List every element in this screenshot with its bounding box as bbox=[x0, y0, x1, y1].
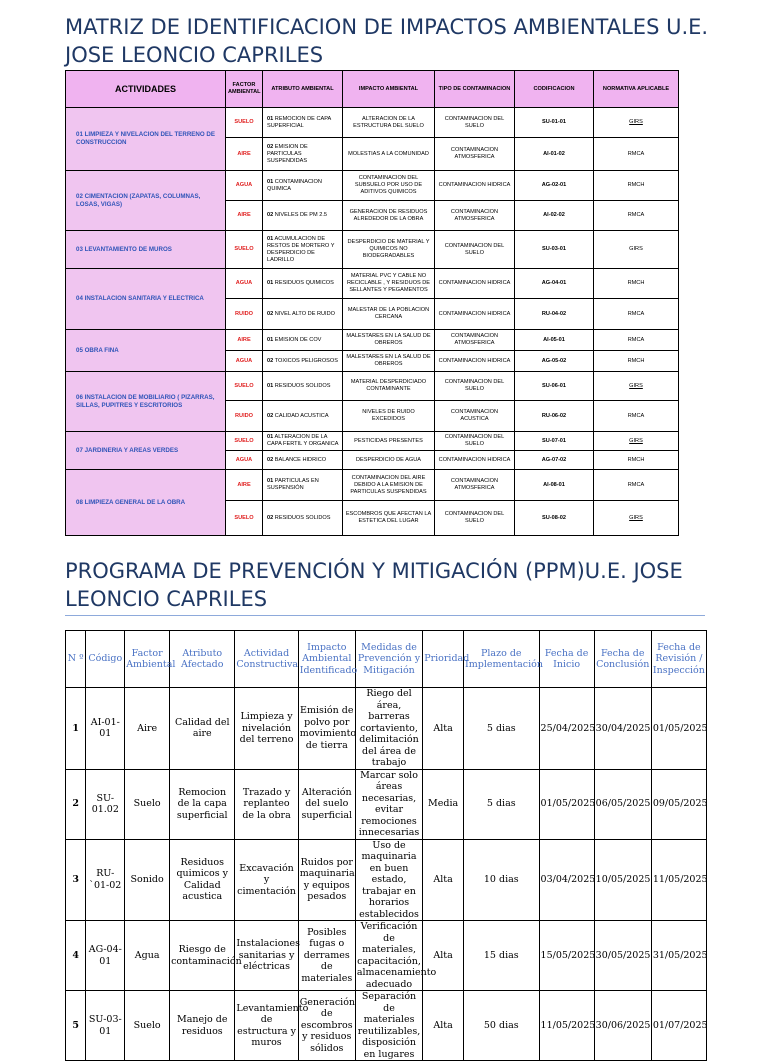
attribute-cell bbox=[263, 401, 343, 432]
ppm-cell-start: 01/05/2025 bbox=[539, 769, 594, 839]
ppm-cell-term: 5 dias bbox=[464, 688, 540, 770]
attribute-cell bbox=[263, 231, 343, 269]
ppm-cell-end: 10/05/2025 bbox=[594, 839, 651, 921]
attribute-text: REMOCION DE CAPA SUPERFICIAL bbox=[267, 115, 331, 129]
ppm-cell-code: AG-04-01 bbox=[86, 921, 125, 991]
header-actividades: ACTIVIDADES bbox=[66, 71, 226, 108]
ppm-cell-activity: Limpieza y nivelación del terreno bbox=[235, 688, 298, 770]
activity-cell: 03 LEVANTAMIENTO DE MUROS bbox=[66, 231, 226, 269]
ppm-cell-factor: Sonido bbox=[125, 839, 170, 921]
code-cell: AI-02-02 bbox=[515, 201, 594, 231]
contamination-type-cell: CONTAMINACION HIDRICA bbox=[435, 451, 515, 470]
code-cell: RU-06-02 bbox=[515, 401, 594, 432]
factor-cell: AIRE bbox=[226, 470, 263, 501]
factor-cell: AGUA bbox=[226, 171, 263, 201]
attribute-cell bbox=[263, 330, 343, 351]
ppm-cell-n: 1 bbox=[66, 688, 86, 770]
impact-cell: MALESTARES EN LA SALUD DE OBREROS bbox=[343, 330, 435, 351]
ppm-header-cell: Medidas de Prevención y Mitigación bbox=[355, 631, 422, 688]
ppm-cell-end: 30/05/2025 bbox=[594, 921, 651, 991]
activity-cell: 04 INSTALACION SANITARIA Y ELECTRICA bbox=[66, 269, 226, 330]
ppm-header-cell: N º bbox=[66, 631, 86, 688]
impact-cell: MALESTAR DE LA POBLACION CERCANA bbox=[343, 299, 435, 330]
attribute-text: EMISION DE PARTICULAS SUSPENDIDAS bbox=[267, 143, 308, 164]
ppm-header-cell: Fecha de Revisión / Inspección bbox=[651, 631, 706, 688]
ppm-cell-term: 50 dias bbox=[464, 991, 540, 1061]
code-cell: AI-01-02 bbox=[515, 138, 594, 171]
attribute-cell bbox=[263, 138, 343, 171]
ppm-cell-n: 2 bbox=[66, 769, 86, 839]
factor-cell: SUELO bbox=[226, 501, 263, 536]
code-cell: SU-08-02 bbox=[515, 501, 594, 536]
ppm-cell-activity: Excavación y cimentación bbox=[235, 839, 298, 921]
attribute-number: 01 bbox=[267, 478, 274, 484]
ppm-header-cell: Plazo de Implementación bbox=[464, 631, 540, 688]
ppm-cell-code: SU-01.02 bbox=[86, 769, 125, 839]
attribute-text: RESIDUOS SOLIDOS bbox=[274, 514, 331, 521]
ppm-header-cell: Código bbox=[86, 631, 125, 688]
attribute-cell bbox=[263, 451, 343, 470]
attribute-cell bbox=[263, 351, 343, 372]
ppm-cell-start: 15/05/2025 bbox=[539, 921, 594, 991]
attribute-number: 01 bbox=[267, 382, 274, 389]
matrix-header-row bbox=[66, 71, 679, 108]
attribute-text: NIVELES DE PM 2.5 bbox=[274, 212, 328, 218]
attribute-cell bbox=[263, 171, 343, 201]
ppm-title: PROGRAMA DE PREVENCIÓN Y MITIGACIÓN (PPM)U.E. JOSE LEONCIO CAPRILES bbox=[65, 559, 683, 611]
ppm-cell-factor: Suelo bbox=[125, 991, 170, 1061]
attribute-number: 02 bbox=[267, 514, 274, 521]
ppm-cell-start: 03/04/2025 bbox=[539, 839, 594, 921]
header-codificacion: CODIFICACION bbox=[515, 71, 594, 108]
ppm-cell-impact: Generación de escombros y residuos sólidos bbox=[298, 991, 355, 1061]
ppm-cell-priority: Alta bbox=[423, 688, 464, 770]
activity-cell: 07 JARDINERIA Y AREAS VERDES bbox=[66, 432, 226, 470]
ppm-row bbox=[66, 991, 707, 1061]
code-cell: AG-04-01 bbox=[515, 269, 594, 299]
ppm-cell-review: 31/05/2025 bbox=[651, 921, 706, 991]
attribute-number: 02 bbox=[267, 412, 274, 419]
code-cell: AG-05-02 bbox=[515, 351, 594, 372]
activity-cell: 01 LIMPIEZA Y NIVELACION DEL TERRENO DE CONSTRUCCION bbox=[66, 108, 226, 171]
matrix-row bbox=[66, 269, 679, 299]
ppm-cell-activity: Instalaciones sanitarias y eléctricas bbox=[235, 921, 298, 991]
attribute-number: 01 bbox=[267, 280, 274, 286]
ppm-cell-measures: Marcar solo áreas necesarias, evitar remociones innecesarias bbox=[355, 769, 422, 839]
norm-cell: RMCA bbox=[594, 330, 679, 351]
ppm-cell-code: SU-03-01 bbox=[86, 991, 125, 1061]
impact-cell: DESPERDICIO DE MATERIAL Y QUIMICOS NO BIODEGRADABLES bbox=[343, 231, 435, 269]
ppm-header-cell: Prioridad bbox=[423, 631, 464, 688]
matrix-title: MATRIZ DE IDENTIFICACION DE IMPACTOS AMBIENTALES U.E. JOSE LEONCIO CAPRILES bbox=[65, 15, 709, 67]
ppm-cell-impact: Emisión de polvo por movimiento de tierra bbox=[298, 688, 355, 770]
ppm-cell-review: 01/07/2025 bbox=[651, 991, 706, 1061]
ppm-cell-priority: Media bbox=[423, 769, 464, 839]
attribute-cell bbox=[263, 432, 343, 451]
attribute-text: BALANCE HIDRICO bbox=[274, 456, 327, 463]
norm-cell: RMCH bbox=[594, 171, 679, 201]
norm-cell: GIRS bbox=[594, 372, 679, 401]
ppm-cell-end: 30/06/2025 bbox=[594, 991, 651, 1061]
ppm-cell-review: 11/05/2025 bbox=[651, 839, 706, 921]
attribute-text: NIVEL ALTO DE RUIDO bbox=[274, 310, 335, 317]
ppm-cell-impact: Alteración del suelo superficial bbox=[298, 769, 355, 839]
norm-cell: GIRS bbox=[594, 432, 679, 451]
contamination-type-cell: CONTAMINACION ACUSTICA bbox=[435, 401, 515, 432]
ppm-cell-factor: Aire bbox=[125, 688, 170, 770]
code-cell: AI-05-01 bbox=[515, 330, 594, 351]
norm-cell: RMCA bbox=[594, 138, 679, 171]
ppm-cell-start: 11/05/2025 bbox=[539, 991, 594, 1061]
ppm-row bbox=[66, 769, 707, 839]
code-cell: AG-07-02 bbox=[515, 451, 594, 470]
ppm-cell-start: 25/04/2025 bbox=[539, 688, 594, 770]
contamination-type-cell: CONTAMINACION ATMOSFERICA bbox=[435, 470, 515, 501]
ppm-cell-term: 5 dias bbox=[464, 769, 540, 839]
attribute-number: 02 bbox=[267, 310, 274, 317]
norm-cell: GIRS bbox=[594, 108, 679, 138]
ppm-header-cell: Factor Ambiental bbox=[125, 631, 170, 688]
ppm-header-cell: Actividad Constructiva bbox=[235, 631, 298, 688]
ppm-cell-measures: Uso de maquinaria en buen estado, trabajar en horarios establecidos bbox=[355, 839, 422, 921]
title-underline bbox=[65, 615, 705, 616]
ppm-cell-priority: Alta bbox=[423, 839, 464, 921]
norm-cell: RMCH bbox=[594, 269, 679, 299]
impact-cell: GENERACION DE RESIDUOS ALREDEDOR DE LA OBRA bbox=[343, 201, 435, 231]
ppm-cell-n: 4 bbox=[66, 921, 86, 991]
factor-cell: AIRE bbox=[226, 201, 263, 231]
ppm-cell-term: 10 dias bbox=[464, 839, 540, 921]
matrix-row bbox=[66, 330, 679, 351]
impact-cell: CONTAMINACION DEL AIRE DEBIDO A LA EMISION DE PARTICULAS SUSPENDIDAS bbox=[343, 470, 435, 501]
contamination-type-cell: CONTAMINACION ATMOSFERICA bbox=[435, 138, 515, 171]
attribute-text: TOXICOS PELIGROSOS bbox=[274, 357, 338, 364]
norm-cell: RMCA bbox=[594, 401, 679, 432]
contamination-type-cell: CONTAMINACION DEL SUELO bbox=[435, 231, 515, 269]
factor-cell: SUELO bbox=[226, 231, 263, 269]
norm-cell: GIRS bbox=[594, 231, 679, 269]
ppm-cell-factor: Suelo bbox=[125, 769, 170, 839]
contamination-type-cell: CONTAMINACION DEL SUELO bbox=[435, 372, 515, 401]
ppm-cell-activity: Levantamiento de estructura y muros bbox=[235, 991, 298, 1061]
attribute-text: ALTERACION DE LA CAPA FERTIL Y ORGANICA bbox=[267, 434, 339, 447]
contamination-type-cell: CONTAMINACION HIDRICA bbox=[435, 269, 515, 299]
attribute-text: ACUMULACION DE RESTOS DE MORTERO Y DESPERDICIO DE LADRILLO bbox=[267, 235, 335, 263]
attribute-cell bbox=[263, 269, 343, 299]
attribute-number: 01 bbox=[267, 178, 274, 185]
ppm-cell-end: 06/05/2025 bbox=[594, 769, 651, 839]
ppm-row bbox=[66, 688, 707, 770]
attribute-cell bbox=[263, 201, 343, 231]
attribute-number: 02 bbox=[267, 357, 274, 364]
ppm-cell-code: RU-`01-02 bbox=[86, 839, 125, 921]
ppm-cell-review: 09/05/2025 bbox=[651, 769, 706, 839]
attribute-text: CONTAMINACION QUIMICA bbox=[267, 178, 322, 192]
ppm-table bbox=[65, 630, 707, 1061]
norm-cell: RMCH bbox=[594, 351, 679, 372]
factor-cell: RUIDO bbox=[226, 299, 263, 330]
activity-cell: 06 INSTALACION DE MOBILIARIO ( PIZARRAS, SILLAS, PUPITRES Y ESCRITORIOS bbox=[66, 372, 226, 432]
impact-matrix-table bbox=[65, 70, 679, 536]
impact-cell: CONTAMINACION DEL SUBSUELO POR USO DE ADITIVOS QUIMICOS bbox=[343, 171, 435, 201]
ppm-cell-n: 3 bbox=[66, 839, 86, 921]
ppm-cell-term: 15 dias bbox=[464, 921, 540, 991]
matrix-row bbox=[66, 372, 679, 401]
contamination-type-cell: CONTAMINACION ATMOSFERICA bbox=[435, 330, 515, 351]
activity-cell: 02 CIMENTACION (ZAPATAS, COLUMNAS, LOSAS, VIGAS) bbox=[66, 171, 226, 231]
impact-cell: PESTICIDAS PRESENTES bbox=[343, 432, 435, 451]
ppm-header-cell: Fecha de Conclusión bbox=[594, 631, 651, 688]
factor-cell: AGUA bbox=[226, 269, 263, 299]
matrix-row bbox=[66, 231, 679, 269]
contamination-type-cell: CONTAMINACION HIDRICA bbox=[435, 171, 515, 201]
ppm-cell-n: 5 bbox=[66, 991, 86, 1061]
ppm-cell-measures: Separación de materiales reutilizables, disposición en lugares bbox=[355, 991, 422, 1061]
attribute-text: RESIDUOS SOLIDOS bbox=[274, 382, 331, 389]
attribute-number: 01 bbox=[267, 336, 274, 343]
norm-cell: GIRS bbox=[594, 501, 679, 536]
attribute-number: 02 bbox=[267, 456, 274, 463]
factor-cell: SUELO bbox=[226, 372, 263, 401]
attribute-number: 01 bbox=[267, 235, 274, 242]
impact-cell: MOLESTIAS A LA COMUNIDAD bbox=[343, 138, 435, 171]
ppm-cell-impact: Ruidos por maquinaria y equipos pesados bbox=[298, 839, 355, 921]
factor-cell: AGUA bbox=[226, 451, 263, 470]
ppm-row bbox=[66, 921, 707, 991]
matrix-row bbox=[66, 470, 679, 501]
ppm-header-row bbox=[66, 631, 707, 688]
impact-cell: DESPERDICIO DE AGUA bbox=[343, 451, 435, 470]
impact-cell: MATERIAL DESPERDICIADO CONTAMINANTE bbox=[343, 372, 435, 401]
ppm-cell-attr: Remocion de la capa superficial bbox=[170, 769, 235, 839]
contamination-type-cell: CONTAMINACION HIDRICA bbox=[435, 299, 515, 330]
ppm-cell-activity: Trazado y replanteo de la obra bbox=[235, 769, 298, 839]
code-cell: SU-07-01 bbox=[515, 432, 594, 451]
factor-cell: AIRE bbox=[226, 138, 263, 171]
attribute-number: 01 bbox=[267, 115, 274, 122]
contamination-type-cell: CONTAMINACION DEL SUELO bbox=[435, 108, 515, 138]
attribute-cell bbox=[263, 501, 343, 536]
matrix-row bbox=[66, 108, 679, 138]
attribute-text: RESIDUOS QUIMICOS bbox=[274, 280, 334, 286]
norm-cell: RMCA bbox=[594, 470, 679, 501]
code-cell: SU-01-01 bbox=[515, 108, 594, 138]
attribute-text: EMISION DE COV bbox=[274, 336, 322, 343]
ppm-cell-attr: Residuos quimicos y Calidad acustica bbox=[170, 839, 235, 921]
attribute-number: 02 bbox=[267, 143, 274, 150]
ppm-cell-measures: Riego del área, barreras cortaviento, delimitación del área de trabajo bbox=[355, 688, 422, 770]
matrix-row bbox=[66, 432, 679, 451]
impact-cell: MATERIAL PVC Y CABLE NO RECICLABLE , Y RESIDUOS DE SELLANTES Y PEGAMENTOS bbox=[343, 269, 435, 299]
header-atributo: ATRIBUTO AMBIENTAL bbox=[263, 71, 343, 108]
factor-cell: SUELO bbox=[226, 432, 263, 451]
contamination-type-cell: CONTAMINACION DEL SUELO bbox=[435, 501, 515, 536]
ppm-cell-measures: Verificación de materiales, capacitación, almacenamiento adecuado bbox=[356, 921, 437, 990]
ppm-header-cell: Impacto Ambiental Identificado bbox=[298, 631, 355, 688]
attribute-cell bbox=[263, 372, 343, 401]
ppm-cell-priority: Alta bbox=[423, 991, 464, 1061]
code-cell: AG-02-01 bbox=[515, 171, 594, 201]
contamination-type-cell: CONTAMINACION HIDRICA bbox=[435, 351, 515, 372]
ppm-cell-code: AI-01-01 bbox=[86, 688, 125, 770]
factor-cell: AGUA bbox=[226, 351, 263, 372]
attribute-cell bbox=[263, 108, 343, 138]
activity-cell: 08 LIMPIEZA GENERAL DE LA OBRA bbox=[66, 470, 226, 536]
attribute-cell bbox=[263, 470, 343, 501]
impact-cell: ALTERACION DE LA ESTRUCTURA DEL SUELO bbox=[343, 108, 435, 138]
ppm-cell-end: 30/04/2025 bbox=[594, 688, 651, 770]
header-tipo: TIPO DE CONTAMINACION bbox=[435, 71, 515, 108]
impact-cell: NIVELES DE RUIDO EXCEDIDOS bbox=[343, 401, 435, 432]
matrix-row bbox=[66, 171, 679, 201]
contamination-type-cell: CONTAMINACION DEL SUELO bbox=[435, 432, 515, 451]
ppm-row bbox=[66, 839, 707, 921]
ppm-cell-priority: Alta bbox=[423, 921, 464, 991]
code-cell: SU-06-01 bbox=[515, 372, 594, 401]
ppm-header-cell: Atributo Afectado bbox=[170, 631, 235, 688]
code-cell: AI-08-01 bbox=[515, 470, 594, 501]
ppm-cell-review: 01/05/2025 bbox=[651, 688, 706, 770]
impact-cell: MALESTARES EN LA SALUD DE OBREROS bbox=[343, 351, 435, 372]
factor-cell: SUELO bbox=[226, 108, 263, 138]
norm-cell: RMCA bbox=[594, 201, 679, 231]
ppm-header-cell: Fecha de Inicio bbox=[539, 631, 594, 688]
norm-cell: RMCH bbox=[594, 451, 679, 470]
impact-cell: ESCOMBROS QUE AFECTAN LA ESTETICA DEL LUGAR bbox=[343, 501, 435, 536]
code-cell: SU-03-01 bbox=[515, 231, 594, 269]
header-normativa: NORMATIVA APLICABLE bbox=[594, 71, 679, 108]
factor-cell: AIRE bbox=[226, 330, 263, 351]
attribute-number: 01 bbox=[267, 434, 274, 440]
factor-cell: RUIDO bbox=[226, 401, 263, 432]
ppm-cell-impact: Posibles fugas o derrames de materiales bbox=[298, 921, 355, 991]
ppm-cell-factor: Agua bbox=[125, 921, 170, 991]
header-impacto: IMPACTO AMBIENTAL bbox=[343, 71, 435, 108]
ppm-cell-attr: Manejo de residuos bbox=[170, 991, 235, 1061]
norm-cell: RMCA bbox=[594, 299, 679, 330]
ppm-cell-attr: Riesgo de contaminación bbox=[170, 921, 235, 991]
ppm-cell-attr: Calidad del aire bbox=[170, 688, 235, 770]
contamination-type-cell: CONTAMINACION ATMOSFERICA bbox=[435, 201, 515, 231]
attribute-text: PARTICULAS EN SUSPENSIÓN bbox=[267, 478, 319, 491]
attribute-cell bbox=[263, 299, 343, 330]
attribute-number: 02 bbox=[267, 212, 274, 218]
activity-cell: 05 OBRA FINA bbox=[66, 330, 226, 372]
code-cell: RU-04-02 bbox=[515, 299, 594, 330]
attribute-text: CALIDAD ACUSTICA bbox=[274, 412, 329, 419]
header-factor: FACTOR AMBIENTAL bbox=[226, 71, 263, 108]
